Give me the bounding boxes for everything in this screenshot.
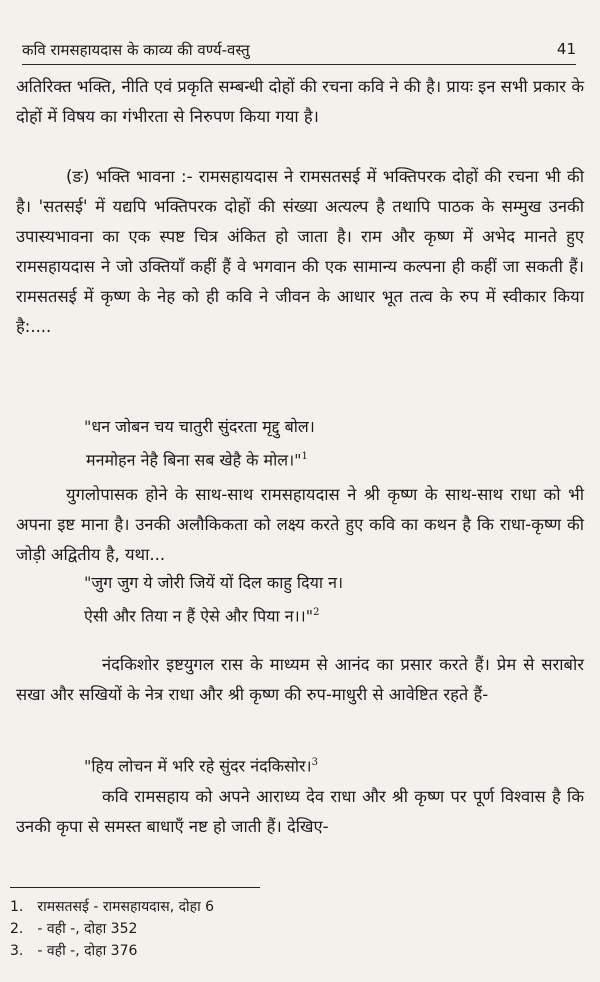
page-header	[22, 40, 576, 60]
doha-2-line-1: "जुग जुग ये जोरी जियें यों दिल काहु दिया न।	[84, 573, 344, 592]
footnote-3	[10, 940, 214, 962]
footnote-ref-1: 1	[301, 451, 308, 462]
footnote-rule	[10, 887, 260, 888]
doha-quote-1	[84, 412, 580, 475]
footnote-1	[10, 896, 214, 918]
page-number: 41	[556, 40, 576, 58]
doha-quote-3	[84, 748, 580, 781]
footnote-1-number: 1.	[10, 899, 24, 915]
footnote-ref-3: 3	[311, 757, 318, 768]
footnote-1-text: रामसतसई - रामसहायदास, दोहा 6	[37, 899, 215, 915]
doha-quote-2	[84, 568, 580, 631]
paragraph-3: युगलोपासक होने के साथ-साथ रामसहायदास ने श्री कृष्ण के साथ-साथ राधा को भी अपना इष्ट माना है। उनकी अलौकिकता को लक्ष्य करते हुए कवि का कथन है कि राधा-कृष्ण की जोड़ी अद्वितीय है, यथा...	[16, 485, 584, 564]
paragraph-4: नंदकिशोर इष्टयुगल रास के माध्यम से आनंद का प्रसार करते हैं। प्रेम से सराबोर सखा और सखियों के नेत्र राधा और श्री कृष्ण की रुप-माधुरी से आवेष्टित रहते हैं-	[16, 655, 584, 704]
footnote-2-text: - वही -, दोहा 352	[37, 921, 138, 937]
paragraph-5: कवि रामसहाय को अपने आराध्य देव राधा और श्री कृष्ण पर पूर्ण विश्वास है कि उनकी कृपा से समस्त बाधाएँ नष्ट हो जाती हैं। देखिए-	[16, 787, 584, 836]
footnote-3-number: 3.	[10, 943, 24, 959]
footnote-3-text: - वही -, दोहा 376	[37, 943, 138, 959]
footnote-2	[10, 918, 214, 940]
doha-2-line-2: ऐसी और तिया न हैं ऐसे और पिया न।।"	[84, 606, 314, 626]
running-title: कवि रामसहायदास के काव्य की वर्ण्य-वस्तु	[22, 41, 250, 59]
footnote-2-number: 2.	[10, 921, 24, 937]
paragraph-1: अतिरिक्त भक्ति, नीति एवं प्रकृति सम्बन्धी दोहों की रचना कवि ने की है। प्रायः इन सभी प्रकार के दोहों में विषय का गंभीरता से निरुपण किया गया है।	[16, 77, 584, 126]
doha-1-line-1: "धन जोबन चय चातुरी सुंदरता मृद्दु बोल।	[84, 417, 315, 436]
footnote-ref-2: 2	[313, 607, 320, 618]
header-rule	[22, 64, 576, 65]
footnotes	[10, 896, 214, 962]
paragraph-bhakti-bhavna: (ङ) भक्ति भावना :- रामसहायदास ने रामसतसई में भक्तिपरक दोहों की रचना भी की है। 'सतसई' में यद्यपि भक्तिपरक दोहों की संख्या अत्यल्प है तथापि पाठक के सम्मुख उनकी उपास्यभावना का एक स्पष्ट चित्र अंकित हो जाता है। राम और कृष्ण में अभेद मानते हुए रामसहायदास ने जो उक्तियाँ कहीं हैं वे भगवान की एक सामान्य कल्पना ही कहीं जा सकती हैं। रामसतसई में कृष्ण के नेह को ही कवि ने जीवन के आधार भूत तत्व के रुप में स्वीकार किया है:....	[16, 167, 584, 336]
doha-1-line-2: मनमोहन नेहै बिना सब खेहै के मोल।"	[86, 450, 302, 470]
doha-3-line-1: "हिय लोचन में भरि रहे सुंदर नंदकिसोर।	[84, 756, 312, 776]
